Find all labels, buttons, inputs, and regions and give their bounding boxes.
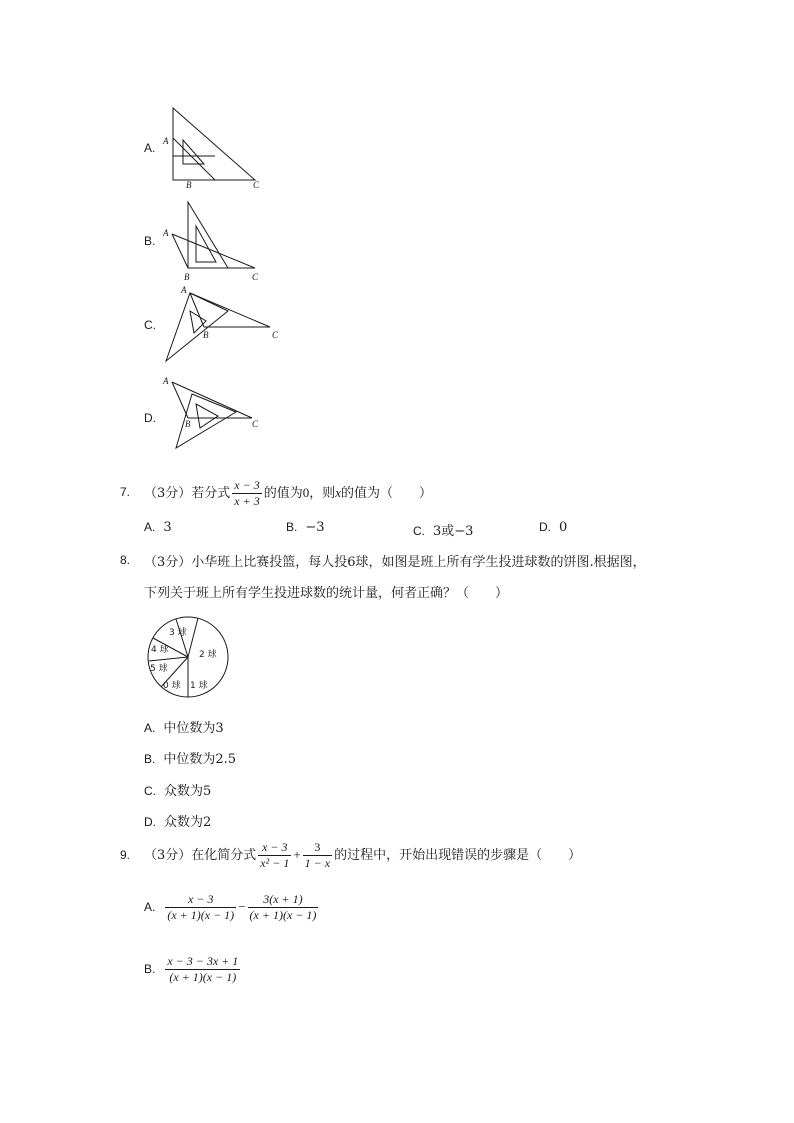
figure-d (160, 370, 270, 460)
point-b: B (185, 419, 191, 429)
q9-score: （3分） (144, 848, 192, 863)
q7-option-d[interactable] (539, 520, 567, 535)
q7-frac-den: x + 3 (234, 494, 260, 508)
q8-score: （3分） (144, 555, 192, 570)
q9-option-a-fraction-2 (248, 892, 319, 923)
point-b: B (184, 272, 190, 282)
set-square-hypotenuse (172, 234, 255, 268)
q9-oa-f1-den: (x + 1)(x − 1) (167, 908, 235, 922)
small-triangle-edge (173, 138, 215, 180)
q9-text2: 的过程中，开始出现错误的步骤是（ ） (334, 848, 582, 863)
q7-text1: 若分式 (191, 486, 231, 501)
q9-oa-f2-num: 3(x + 1) (263, 892, 303, 906)
point-c: C (272, 330, 279, 340)
option-b-label: B. (144, 234, 156, 248)
q8-number: 8. (120, 553, 131, 567)
pie-label-1: 1 球 (190, 681, 208, 691)
q7-frac-num: x − 3 (234, 478, 260, 492)
q9-oa-f2-den: (x + 1)(x − 1) (249, 908, 317, 922)
q7-score: （3分） (144, 486, 192, 501)
q9-number: 9. (120, 848, 131, 862)
pie-label-2: 2 球 (199, 650, 217, 660)
q7-fraction (232, 478, 261, 509)
pie-divider (188, 618, 198, 657)
point-c: C (253, 180, 260, 190)
q7-var: x (335, 485, 342, 500)
pie-label-5: 5 球 (150, 664, 168, 674)
q7-option-d-text: 0 (559, 520, 568, 535)
q8-option-b-label: B. (144, 752, 156, 766)
q7-option-d-label: D. (539, 520, 551, 534)
q8-option-a[interactable] (144, 717, 224, 736)
q7-option-a[interactable] (144, 520, 172, 535)
q8-option-d-label: D. (144, 815, 156, 829)
q8-option-c[interactable] (144, 780, 211, 799)
q7-number: 7. (120, 485, 131, 499)
q9-f2-den: 1 − x (304, 856, 331, 870)
figure-a (160, 100, 270, 195)
q9-ob-den: (x + 1)(x − 1) (165, 969, 240, 985)
point-a: A (181, 285, 187, 295)
pie-label-0: 0 球 (163, 681, 181, 691)
q8-option-c-text: 众数为5 (164, 784, 212, 799)
q9-fraction-1 (258, 840, 291, 871)
q8-option-b-text: 中位数为2.5 (163, 752, 237, 767)
q9-fraction-2 (303, 840, 332, 871)
q9-oa-f1-num: x − 3 (188, 892, 214, 906)
pie-label-3: 3 球 (169, 628, 187, 638)
option-d-label: D. (144, 411, 156, 425)
point-a: A (163, 228, 169, 238)
large-triangle (173, 108, 255, 180)
q9-plus: + (293, 847, 301, 862)
q8-option-c-label: C. (144, 784, 156, 798)
q7-option-c-text: 3或−3 (433, 524, 474, 539)
inner-triangle (183, 140, 204, 164)
q8-option-d-text: 众数为2 (164, 815, 212, 830)
q7-option-c[interactable] (413, 520, 473, 539)
q7-option-b[interactable] (286, 520, 325, 535)
q8-option-a-text: 中位数为3 (163, 721, 224, 736)
pie-divider (149, 657, 188, 661)
point-a: A (163, 376, 169, 386)
large-triangle (188, 202, 228, 268)
q8-option-b[interactable] (144, 748, 236, 767)
q9-option-b-fraction (165, 954, 240, 985)
q7-text3: ，则 (309, 486, 336, 501)
set-square-leg (172, 382, 188, 418)
q8-line2: 下列关于班上所有学生投进球数的统计量，何者正确？（ ） (144, 586, 509, 601)
point-b: B (186, 180, 192, 190)
q9-stem (144, 836, 581, 875)
q8-line1 (144, 551, 646, 570)
q7-text2: 的值为 (263, 486, 303, 501)
q7-option-b-label: B. (286, 520, 298, 534)
q9-f1-den: x² − 1 (260, 856, 290, 870)
pie-chart (142, 614, 236, 700)
q7-stem (144, 474, 432, 513)
point-c: C (252, 272, 259, 282)
option-c-label: C. (144, 318, 156, 332)
q9-option-b[interactable] (144, 950, 242, 989)
q7-text4: 的值为（ ） (341, 486, 433, 501)
q9-option-a[interactable] (144, 888, 320, 927)
figure-b (160, 196, 270, 286)
q7-zero: 0 (302, 485, 310, 500)
point-a: A (163, 136, 169, 146)
q9-text1: 在化简分式 (191, 848, 257, 863)
q7-option-a-label: A. (144, 520, 156, 534)
q9-ob-num: x − 3 − 3x + 1 (167, 954, 239, 968)
figure-c (160, 283, 285, 363)
option-a-label: A. (144, 141, 156, 155)
q9-option-a-fraction-1 (165, 892, 236, 923)
point-b: B (203, 330, 209, 340)
q9-option-b-label: B. (144, 962, 156, 976)
q7-option-b-text: −3 (305, 520, 325, 535)
point-c: C (252, 419, 259, 429)
q9-f2-num: 3 (314, 840, 321, 854)
q9-oa-minus: − (238, 899, 246, 914)
q8-line1-text: 小华班上比赛投篮，每人投6球，如图是班上所有学生投进球数的饼图.根据图， (191, 555, 646, 570)
q8-option-d[interactable] (144, 811, 211, 830)
q8-option-a-label: A. (144, 721, 156, 735)
q7-option-c-label: C. (413, 524, 425, 538)
q9-option-a-label: A. (144, 900, 156, 914)
pie-label-4: 4 球 (151, 645, 169, 655)
q9-f1-num: x − 3 (262, 840, 288, 854)
q7-option-a-text: 3 (163, 520, 172, 535)
